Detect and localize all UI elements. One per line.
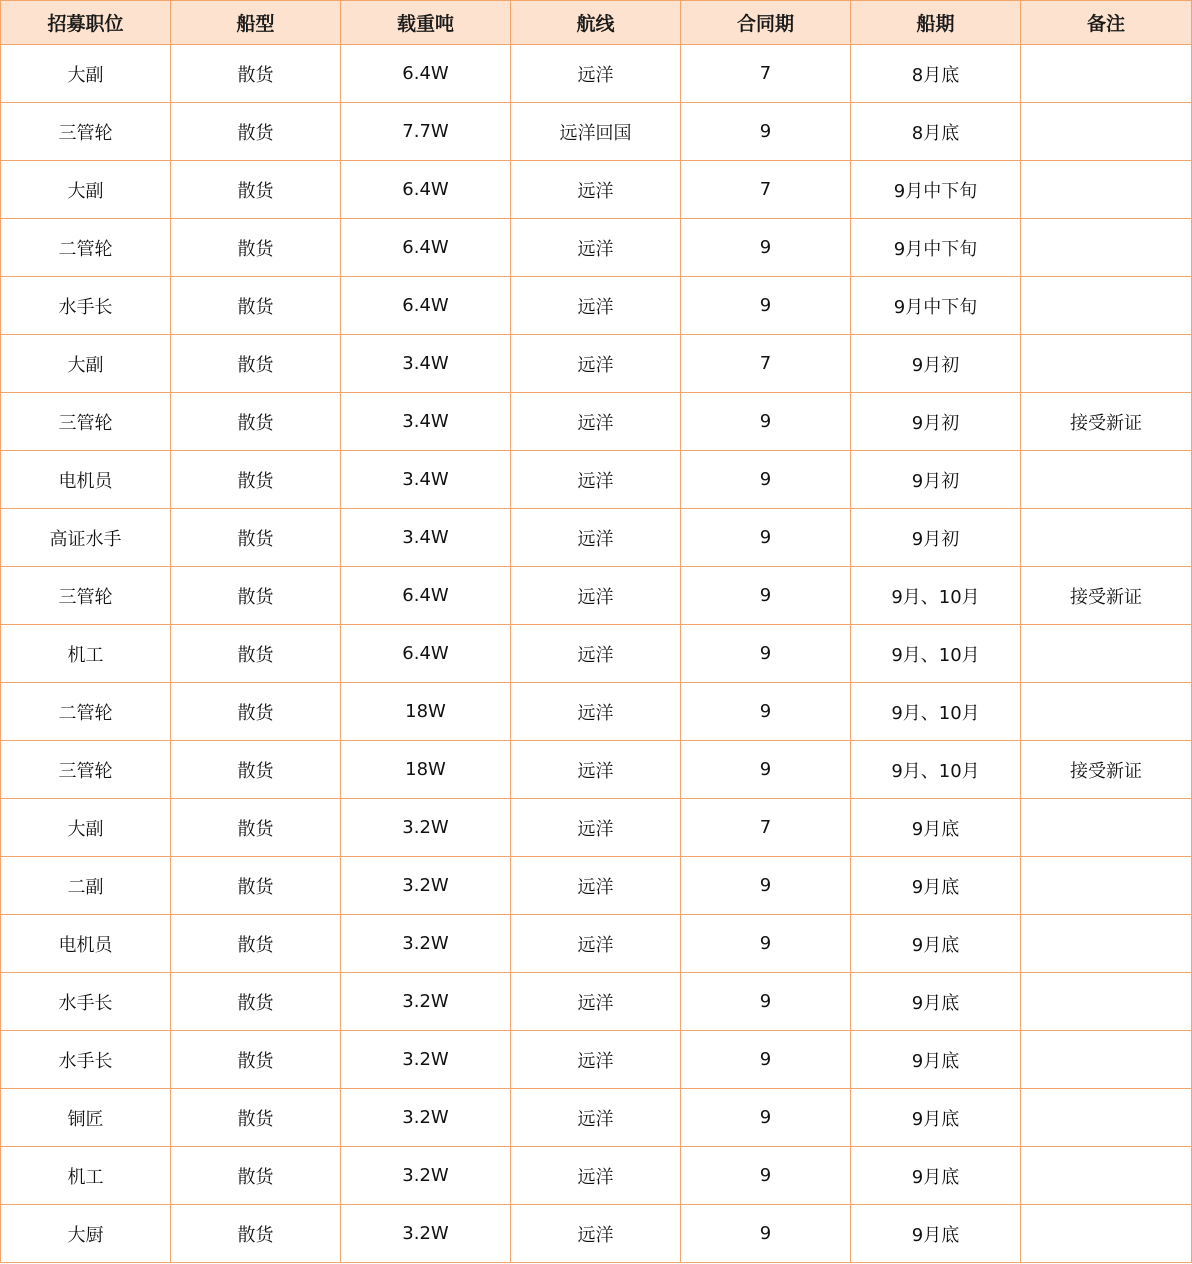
cell-contract: 7: [681, 45, 851, 103]
cell-schedule: 9月底: [851, 1031, 1021, 1089]
cell-ship-type: 散货: [171, 1205, 341, 1263]
table-header: [1, 1, 1192, 45]
cell-contract: 7: [681, 161, 851, 219]
table-row: [1, 1089, 1192, 1147]
cell-dwt: 3.2W: [341, 915, 511, 973]
cell-position: 二管轮: [1, 683, 171, 741]
cell-schedule: 9月底: [851, 973, 1021, 1031]
cell-schedule: 9月底: [851, 915, 1021, 973]
cell-route: 远洋: [511, 335, 681, 393]
cell-route: 远洋: [511, 277, 681, 335]
cell-dwt: 18W: [341, 683, 511, 741]
cell-ship-type: 散货: [171, 915, 341, 973]
cell-route: 远洋: [511, 1089, 681, 1147]
cell-remarks: [1021, 683, 1192, 741]
cell-route: 远洋: [511, 625, 681, 683]
table-row: [1, 451, 1192, 509]
table-row: [1, 799, 1192, 857]
cell-dwt: 6.4W: [341, 567, 511, 625]
cell-route: 远洋: [511, 161, 681, 219]
cell-dwt: 3.4W: [341, 393, 511, 451]
table-row: [1, 335, 1192, 393]
cell-position: 三管轮: [1, 393, 171, 451]
cell-remarks: [1021, 103, 1192, 161]
cell-position: 三管轮: [1, 103, 171, 161]
cell-remarks: [1021, 509, 1192, 567]
cell-dwt: 6.4W: [341, 45, 511, 103]
cell-position: 三管轮: [1, 741, 171, 799]
cell-route: 远洋: [511, 509, 681, 567]
cell-schedule: 9月底: [851, 857, 1021, 915]
cell-remarks: [1021, 451, 1192, 509]
cell-schedule: 9月底: [851, 799, 1021, 857]
cell-contract: 9: [681, 393, 851, 451]
table-row: [1, 857, 1192, 915]
cell-ship-type: 散货: [171, 1147, 341, 1205]
cell-dwt: 3.2W: [341, 1089, 511, 1147]
cell-contract: 9: [681, 683, 851, 741]
table-row: [1, 1147, 1192, 1205]
header-row: [1, 1, 1192, 45]
table-row: [1, 973, 1192, 1031]
table-row: [1, 1205, 1192, 1263]
cell-route: 远洋: [511, 915, 681, 973]
cell-schedule: 8月底: [851, 45, 1021, 103]
header-dwt: 载重吨: [341, 1, 511, 45]
cell-contract: 9: [681, 1089, 851, 1147]
cell-route: 远洋: [511, 45, 681, 103]
cell-position: 机工: [1, 1147, 171, 1205]
table-row: [1, 393, 1192, 451]
cell-ship-type: 散货: [171, 509, 341, 567]
cell-remarks: [1021, 1205, 1192, 1263]
cell-contract: 9: [681, 741, 851, 799]
cell-schedule: 9月底: [851, 1205, 1021, 1263]
table-row: [1, 741, 1192, 799]
cell-contract: 9: [681, 915, 851, 973]
cell-contract: 9: [681, 1031, 851, 1089]
cell-ship-type: 散货: [171, 741, 341, 799]
cell-dwt: 3.2W: [341, 799, 511, 857]
cell-schedule: 9月中下旬: [851, 277, 1021, 335]
cell-ship-type: 散货: [171, 161, 341, 219]
cell-dwt: 3.4W: [341, 451, 511, 509]
cell-ship-type: 散货: [171, 219, 341, 277]
cell-route: 远洋: [511, 393, 681, 451]
cell-schedule: 9月初: [851, 509, 1021, 567]
cell-position: 大厨: [1, 1205, 171, 1263]
table-row: [1, 915, 1192, 973]
cell-remarks: [1021, 915, 1192, 973]
cell-dwt: 3.2W: [341, 973, 511, 1031]
cell-contract: 9: [681, 625, 851, 683]
cell-ship-type: 散货: [171, 567, 341, 625]
table-row: [1, 567, 1192, 625]
cell-remarks: [1021, 1147, 1192, 1205]
cell-ship-type: 散货: [171, 973, 341, 1031]
cell-position: 大副: [1, 161, 171, 219]
cell-remarks: [1021, 1089, 1192, 1147]
cell-remarks: [1021, 857, 1192, 915]
cell-position: 二副: [1, 857, 171, 915]
cell-remarks: [1021, 277, 1192, 335]
cell-contract: 9: [681, 277, 851, 335]
cell-remarks: [1021, 335, 1192, 393]
cell-ship-type: 散货: [171, 45, 341, 103]
cell-schedule: 9月、10月: [851, 625, 1021, 683]
cell-ship-type: 散货: [171, 683, 341, 741]
cell-position: 大副: [1, 799, 171, 857]
cell-dwt: 7.7W: [341, 103, 511, 161]
cell-remarks: 接受新证: [1021, 567, 1192, 625]
cell-contract: 9: [681, 973, 851, 1031]
cell-contract: 9: [681, 509, 851, 567]
header-contract: 合同期: [681, 1, 851, 45]
cell-route: 远洋: [511, 973, 681, 1031]
cell-dwt: 3.2W: [341, 1031, 511, 1089]
cell-remarks: [1021, 1031, 1192, 1089]
cell-remarks: [1021, 973, 1192, 1031]
cell-dwt: 3.2W: [341, 1205, 511, 1263]
cell-position: 水手长: [1, 973, 171, 1031]
cell-route: 远洋: [511, 1031, 681, 1089]
cell-dwt: 18W: [341, 741, 511, 799]
cell-route: 远洋: [511, 857, 681, 915]
cell-position: 二管轮: [1, 219, 171, 277]
cell-contract: 9: [681, 1205, 851, 1263]
cell-ship-type: 散货: [171, 393, 341, 451]
cell-dwt: 6.4W: [341, 625, 511, 683]
cell-remarks: [1021, 219, 1192, 277]
header-remarks: 备注: [1021, 1, 1192, 45]
cell-remarks: [1021, 45, 1192, 103]
table-row: [1, 161, 1192, 219]
cell-contract: 9: [681, 857, 851, 915]
cell-dwt: 3.4W: [341, 509, 511, 567]
table-row: [1, 277, 1192, 335]
cell-route: 远洋: [511, 1205, 681, 1263]
cell-route: 远洋: [511, 799, 681, 857]
cell-remarks: [1021, 161, 1192, 219]
table-row: [1, 103, 1192, 161]
cell-ship-type: 散货: [171, 625, 341, 683]
table-row: [1, 45, 1192, 103]
header-schedule: 船期: [851, 1, 1021, 45]
cell-contract: 9: [681, 1147, 851, 1205]
cell-remarks: 接受新证: [1021, 741, 1192, 799]
table-row: [1, 683, 1192, 741]
cell-ship-type: 散货: [171, 103, 341, 161]
cell-schedule: 9月、10月: [851, 567, 1021, 625]
table-row: [1, 625, 1192, 683]
cell-dwt: 6.4W: [341, 277, 511, 335]
cell-contract: 7: [681, 335, 851, 393]
cell-ship-type: 散货: [171, 799, 341, 857]
cell-dwt: 3.2W: [341, 1147, 511, 1205]
cell-dwt: 3.2W: [341, 857, 511, 915]
cell-route: 远洋: [511, 741, 681, 799]
cell-schedule: 9月中下旬: [851, 161, 1021, 219]
cell-route: 远洋: [511, 683, 681, 741]
cell-schedule: 9月底: [851, 1147, 1021, 1205]
cell-position: 铜匠: [1, 1089, 171, 1147]
cell-remarks: [1021, 625, 1192, 683]
cell-position: 机工: [1, 625, 171, 683]
cell-schedule: 9月初: [851, 393, 1021, 451]
cell-position: 三管轮: [1, 567, 171, 625]
cell-ship-type: 散货: [171, 1089, 341, 1147]
cell-contract: 9: [681, 219, 851, 277]
cell-position: 大副: [1, 45, 171, 103]
cell-position: 电机员: [1, 451, 171, 509]
cell-ship-type: 散货: [171, 277, 341, 335]
cell-schedule: 9月中下旬: [851, 219, 1021, 277]
header-position: 招募职位: [1, 1, 171, 45]
cell-ship-type: 散货: [171, 857, 341, 915]
table-row: [1, 1031, 1192, 1089]
cell-remarks: [1021, 799, 1192, 857]
cell-schedule: 9月底: [851, 1089, 1021, 1147]
cell-contract: 9: [681, 103, 851, 161]
cell-route: 远洋: [511, 219, 681, 277]
table-row: [1, 219, 1192, 277]
cell-ship-type: 散货: [171, 335, 341, 393]
cell-position: 大副: [1, 335, 171, 393]
cell-schedule: 9月、10月: [851, 683, 1021, 741]
cell-ship-type: 散货: [171, 451, 341, 509]
table-body: [1, 45, 1192, 1263]
cell-route: 远洋: [511, 567, 681, 625]
cell-remarks: 接受新证: [1021, 393, 1192, 451]
cell-dwt: 6.4W: [341, 219, 511, 277]
table-row: [1, 509, 1192, 567]
cell-schedule: 9月初: [851, 335, 1021, 393]
cell-schedule: 9月、10月: [851, 741, 1021, 799]
cell-route: 远洋: [511, 451, 681, 509]
cell-position: 水手长: [1, 277, 171, 335]
cell-ship-type: 散货: [171, 1031, 341, 1089]
cell-contract: 9: [681, 451, 851, 509]
cell-route: 远洋: [511, 1147, 681, 1205]
cell-schedule: 8月底: [851, 103, 1021, 161]
cell-route: 远洋回国: [511, 103, 681, 161]
cell-position: 水手长: [1, 1031, 171, 1089]
cell-contract: 9: [681, 567, 851, 625]
cell-dwt: 3.4W: [341, 335, 511, 393]
header-route: 航线: [511, 1, 681, 45]
cell-position: 电机员: [1, 915, 171, 973]
cell-dwt: 6.4W: [341, 161, 511, 219]
cell-position: 高证水手: [1, 509, 171, 567]
cell-schedule: 9月初: [851, 451, 1021, 509]
cell-contract: 7: [681, 799, 851, 857]
header-ship-type: 船型: [171, 1, 341, 45]
